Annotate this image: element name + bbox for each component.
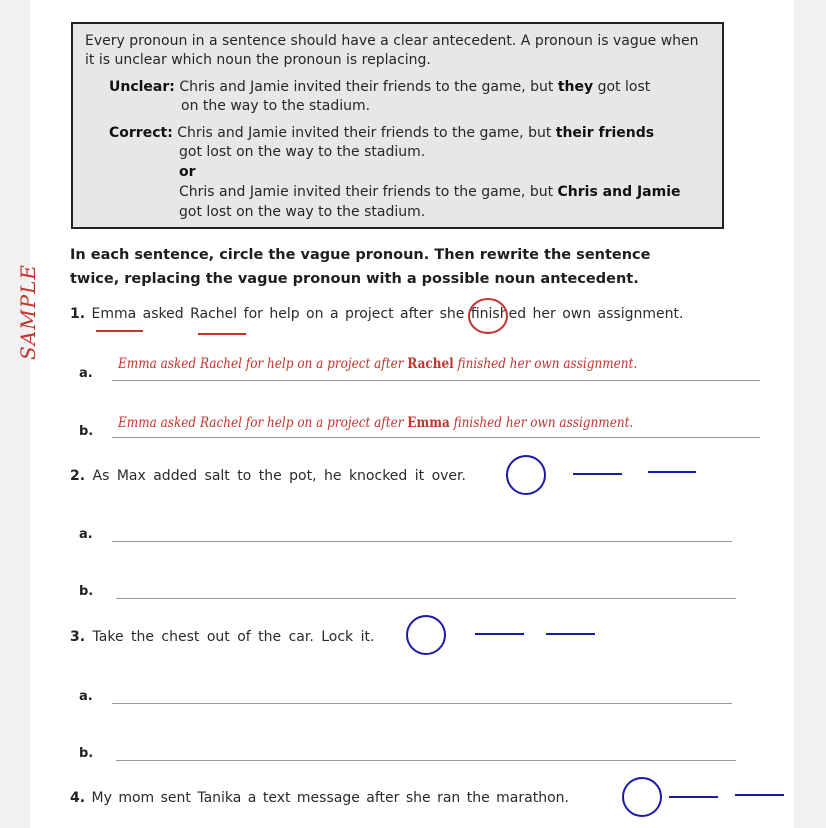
answer-label-1b: b. — [79, 424, 94, 439]
instructions: In each sentence, circle the vague pronoun. Then rewrite the sentence twice, replacing the vague pronoun with a possible noun antecedent. — [70, 247, 651, 287]
question-text: As Max added salt to the pot, he knocked it over. — [92, 468, 466, 484]
blank-circle-4 — [623, 778, 661, 816]
correct-label: Correct: — [109, 125, 173, 141]
rule-intro-line2: it is unclear which noun the pronoun is replacing. — [85, 52, 431, 68]
answer-noun: Rachel — [407, 356, 454, 372]
answer-label-3a: a. — [79, 689, 93, 704]
rule-intro-line1: Every pronoun in a sentence should have a clear antecedent. A pronoun is vague when — [85, 33, 699, 49]
blank-circle-3 — [407, 616, 445, 654]
answer-label-2a: a. — [79, 527, 93, 542]
correct-text: Chris and Jamie invited their friends to the game, but — [177, 125, 556, 141]
question-text: My mom sent Tanika a text message after she ran the marathon. — [91, 790, 569, 806]
alternate-antecedent: Chris and Jamie — [557, 184, 681, 200]
handwritten-answer-1b: Emma asked Rachel for help on a project after Emma finished her own assignment. — [118, 415, 634, 431]
word-emma: Emma — [91, 306, 137, 322]
question-text: Take the chest out of the car. Lock it. — [92, 629, 375, 645]
unclear-text: Chris and Jamie invited their friends to the game, but — [179, 79, 558, 95]
handwritten-answer-1a: Emma asked Rachel for help on a project after Rachel finished her own assignment. — [118, 356, 638, 372]
unclear-line2: on the way to the stadium. — [181, 98, 371, 114]
pronoun-circle — [469, 299, 507, 333]
answer-label-1a: a. — [79, 366, 93, 381]
question-number: 4. — [70, 790, 86, 806]
alternate-line2: got lost on the way to the stadium. — [179, 204, 426, 220]
word-asked: asked — [142, 306, 184, 322]
sample-stamp: SAMPLE — [16, 264, 40, 360]
answer-label-3b: b. — [79, 746, 94, 761]
word-rachel: Rachel — [190, 306, 238, 322]
correct-antecedent: their friends — [555, 125, 655, 141]
unclear-label: Unclear: — [109, 79, 175, 95]
or-label: or — [179, 164, 196, 180]
question-number: 3. — [70, 629, 86, 645]
question-number: 2. — [70, 468, 86, 484]
question-text-end: finished her own assignment. — [470, 306, 684, 322]
unclear-text-end: got lost — [593, 79, 651, 95]
correct-line2: got lost on the way to the stadium. — [179, 144, 426, 160]
unclear-pronoun: they — [557, 79, 594, 95]
question-text: for help on a project after — [243, 306, 434, 322]
alternate-text: Chris and Jamie invited their friends to the game, but — [179, 184, 558, 200]
question-number: 1. — [70, 306, 86, 322]
blank-circle-2 — [507, 456, 545, 494]
answer-noun: Emma — [407, 415, 450, 431]
answer-label-2b: b. — [79, 584, 94, 599]
circled-pronoun: she — [439, 306, 465, 322]
